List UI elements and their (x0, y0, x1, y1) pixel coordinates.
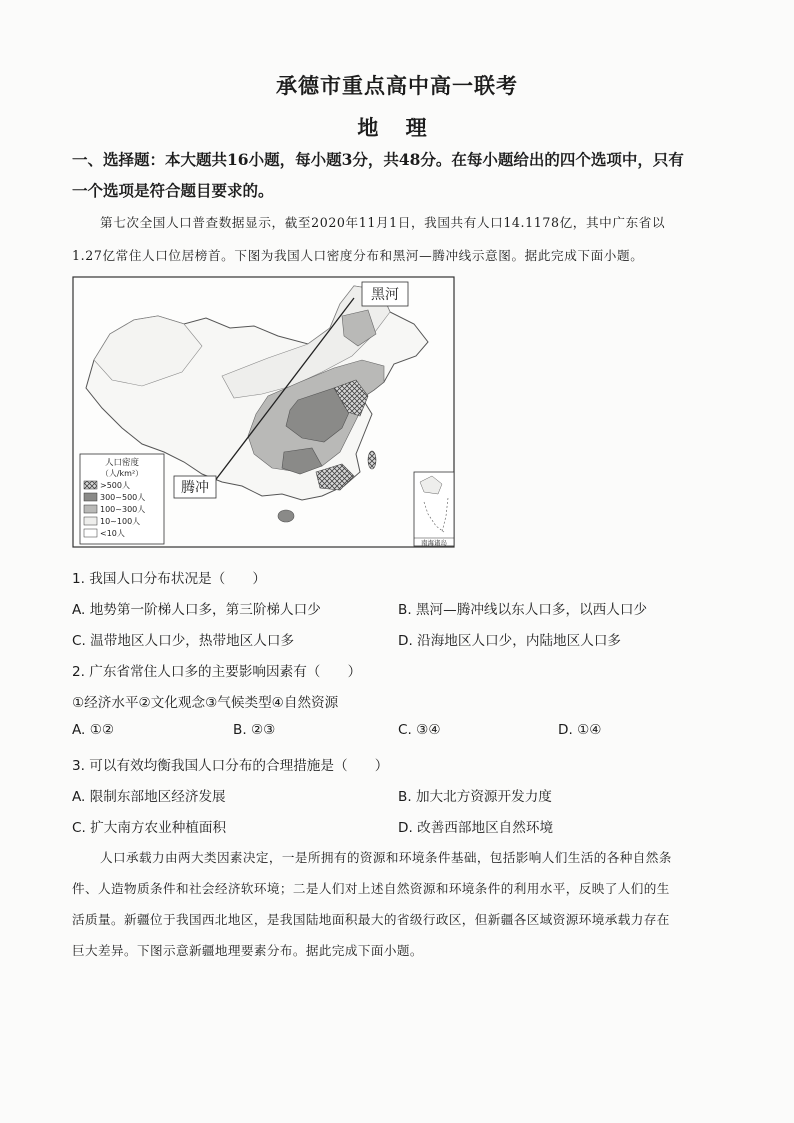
question-2-option-c[interactable]: C. ③④ (398, 722, 441, 738)
section-heading-line1: 一、选择题：本大题共16小题，每小题3分，共48分。在每小题给出的四个选项中，只有 (72, 150, 684, 169)
question-1-option-b[interactable]: B. 黑河—腾冲线以东人口多，以西人口少 (398, 602, 648, 618)
legend-item: 100~300人 (100, 505, 146, 514)
legend-item: 300~500人 (100, 493, 146, 502)
section-heading (72, 144, 732, 206)
question-3-option-c[interactable]: C. 扩大南方农业种植面积 (72, 820, 227, 836)
question-3-option-b[interactable]: B. 加大北方资源开发力度 (398, 789, 552, 805)
legend-item: 10~100人 (100, 517, 141, 526)
map-figure (72, 276, 456, 548)
legend-item: <10人 (100, 529, 125, 538)
question-3-stem: 3. 可以有效均衡我国人口分布的合理措施是（ ） (72, 758, 389, 774)
tengchong-label: 腾冲 (181, 480, 209, 496)
passage-2-line4: 巨大差异。下图示意新疆地理要素分布。据此完成下面小题。 (72, 943, 423, 958)
question-2-option-b[interactable]: B. ②③ (233, 722, 276, 738)
question-2-option-a[interactable]: A. ①② (72, 722, 115, 738)
question-2-stem: 2. 广东省常住人口多的主要影响因素有（ ） (72, 664, 362, 680)
inset-label: 南海诸岛 (421, 539, 447, 547)
passage-2-line1: 人口承载力由两大类因素决定，一是所拥有的资源和环境条件基础，包括影响人们生活的各种自然条 (100, 850, 672, 865)
passage-2-line2: 件、人造物质条件和社会经济软环境；二是人们对上述自然资源和环境条件的利用水平，反映了人们的生 (72, 881, 670, 896)
passage-1-line2: 1.27亿常住人口位居榜首。下图为我国人口密度分布和黑河—腾冲线示意图。据此完成下面小题。 (72, 248, 644, 263)
question-1-option-d[interactable]: D. 沿海地区人口少，内陆地区人口多 (398, 633, 622, 649)
exam-title: 承德市重点高中高一联考 (276, 73, 518, 98)
question-1-option-a[interactable]: A. 地势第一阶梯人口多，第三阶梯人口少 (72, 602, 321, 618)
passage-2-line3: 活质量。新疆位于我国西北地区，是我国陆地面积最大的省级行政区，但新疆各区域资源环境承载力存在 (72, 912, 670, 927)
passage-1-line1: 第七次全国人口普查数据显示，截至2020年11月1日，我国共有人口14.1178亿，其中广东省以 (100, 215, 666, 230)
passage-2 (72, 842, 732, 966)
question-3-option-a[interactable]: A. 限制东部地区经济发展 (72, 789, 226, 805)
question-1-option-c[interactable]: C. 温带地区人口少，热带地区人口多 (72, 633, 295, 649)
question-1-stem: 1. 我国人口分布状况是（ ） (72, 571, 267, 587)
legend-unit: （人/km²） (100, 469, 144, 478)
legend-item: >500人 (100, 481, 130, 490)
question-2-option-d[interactable]: D. ①④ (558, 722, 602, 738)
question-3-option-d[interactable]: D. 改善西部地区自然环境 (398, 820, 554, 836)
heihe-label: 黑河 (371, 287, 399, 303)
population-density-map (72, 276, 456, 548)
subject-title: 地 理 (357, 115, 437, 140)
legend-title: 人口密度 (104, 458, 140, 468)
question-2-factors: ①经济水平②文化观念③气候类型④自然资源 (72, 695, 339, 711)
passage-1 (72, 206, 732, 272)
section-heading-line2: 一个选项是符合题目要求的。 (72, 181, 274, 200)
